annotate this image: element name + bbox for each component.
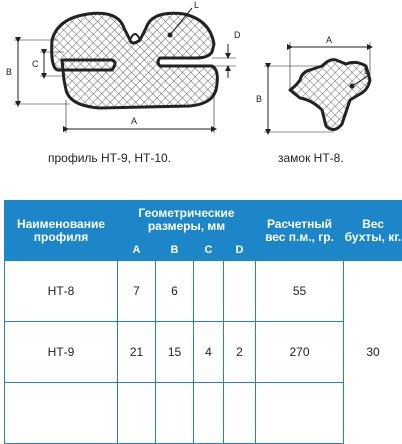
profile-label-l: L: [194, 0, 199, 10]
header-c: C: [194, 240, 224, 261]
cell-c: 4: [194, 322, 224, 383]
cell-b: 6: [156, 261, 194, 322]
lock-label-l: L: [364, 66, 369, 76]
lock-ht8-drawing: [256, 35, 370, 132]
cell-b: [156, 383, 194, 444]
cell-a: [118, 383, 156, 444]
cell-name: [5, 383, 118, 444]
profile-label-b: B: [6, 67, 12, 77]
lock-label-b: B: [256, 94, 262, 104]
cell-a: 7: [118, 261, 156, 322]
table-row-partial: [5, 383, 402, 444]
table-row: [5, 322, 402, 383]
table-row: [5, 261, 402, 322]
profile-label-a: A: [131, 116, 137, 126]
header-a: A: [118, 240, 156, 261]
cell-weight: 55: [256, 261, 344, 322]
cell-d: [224, 261, 256, 322]
cell-a: 21: [118, 322, 156, 383]
header-coil: Вес бухты, кг.: [344, 201, 402, 261]
profile-label-d: D: [234, 30, 241, 40]
cell-d: [224, 383, 256, 444]
cell-b: 15: [156, 322, 194, 383]
figures-area: [0, 0, 402, 180]
header-name: Наименование профиля: [5, 201, 118, 261]
cell-c: [194, 383, 224, 444]
specs-table: [4, 200, 402, 444]
lock-label-a: A: [326, 35, 332, 45]
cell-c: [194, 261, 224, 322]
cell-d: 2: [224, 322, 256, 383]
cell-weight: [256, 383, 344, 444]
cell-weight: 270: [256, 322, 344, 383]
lock-caption: замок НТ-8.: [278, 151, 344, 165]
header-weight: Расчетный вес п.м., гр.: [256, 201, 344, 261]
cell-coil-weight: 30: [344, 261, 402, 444]
cell-name: НТ-8: [5, 261, 118, 322]
header-b: B: [156, 240, 194, 261]
profile-ht9-drawing: [6, 0, 241, 133]
cell-name: НТ-9: [5, 322, 118, 383]
header-dims: Геометрические размеры, мм: [118, 201, 256, 240]
profile-caption: профиль НТ-9, НТ-10.: [48, 151, 171, 165]
profile-label-c: C: [32, 59, 39, 69]
header-d: D: [224, 240, 256, 261]
